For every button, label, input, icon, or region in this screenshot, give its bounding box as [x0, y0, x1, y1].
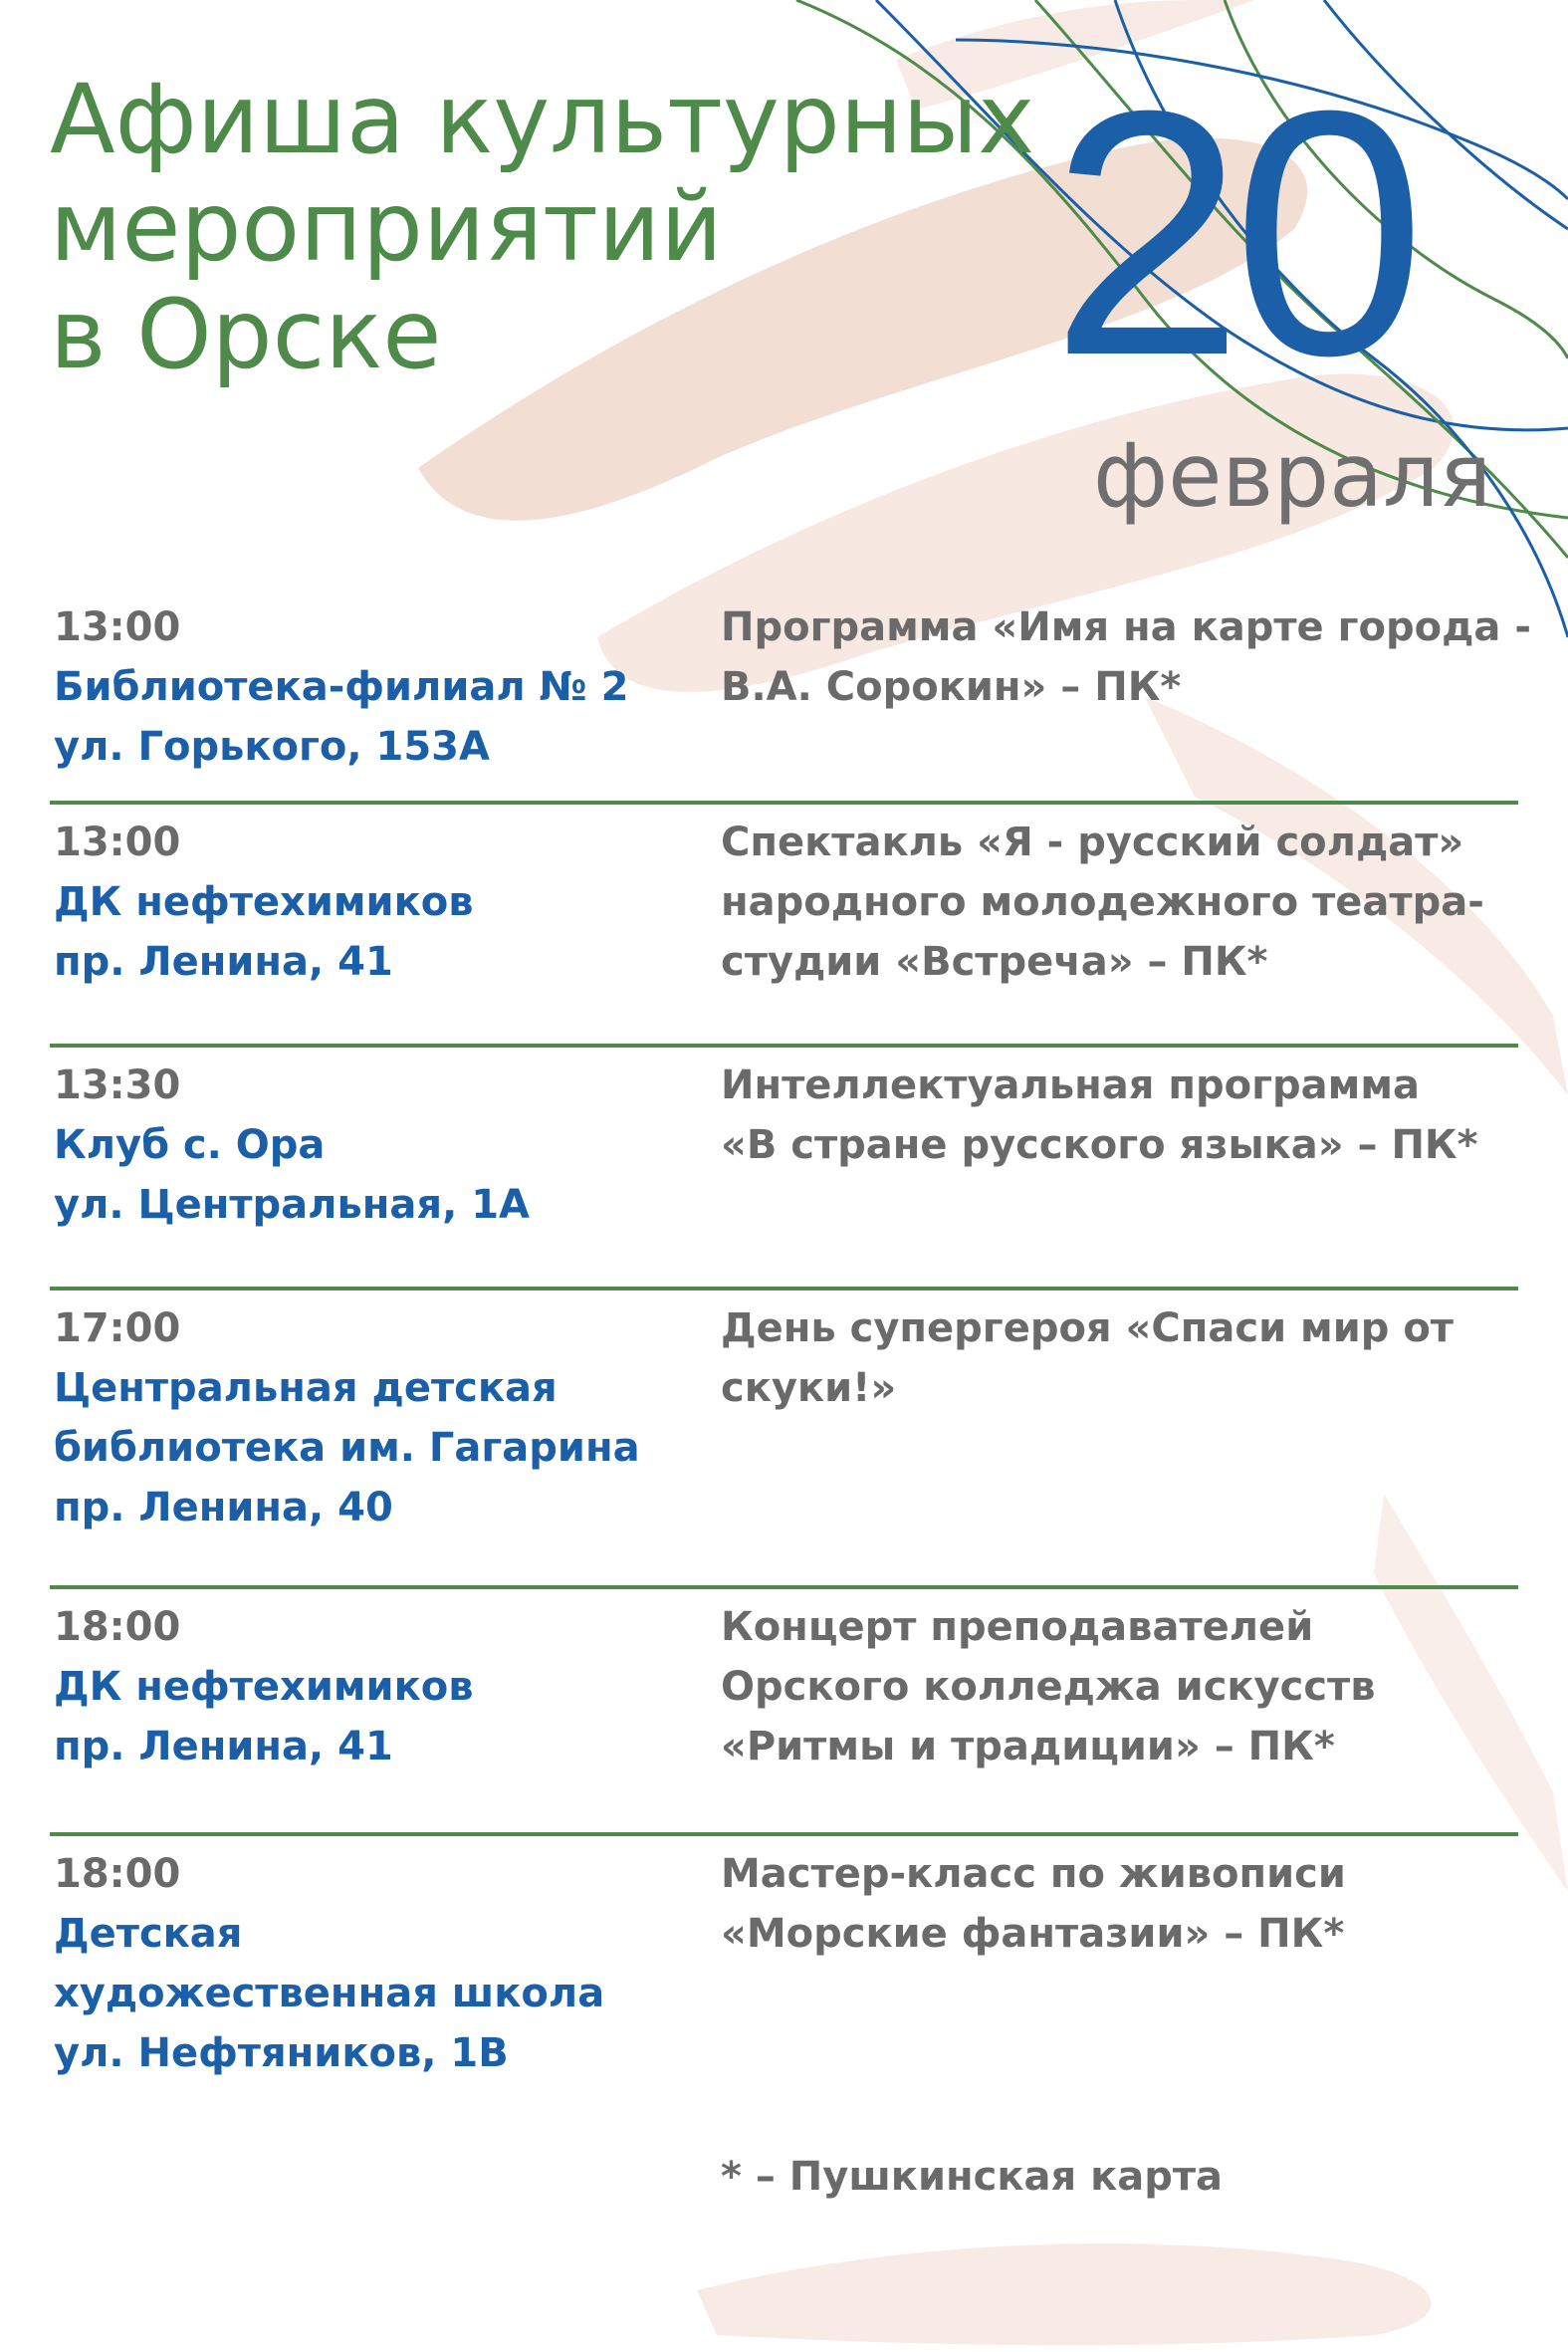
description-line: Орского колледжа искусств [721, 1664, 1376, 1710]
venue-address: ул. Центральная, 1А [54, 1182, 530, 1228]
venue-name: библиотека им. Гагарина [54, 1425, 640, 1471]
event-description [721, 1844, 1517, 1964]
events-list [50, 589, 1531, 2095]
event-time: 18:00 [54, 1604, 181, 1650]
event-time: 13:00 [54, 604, 181, 650]
description-line: «Морские фантазии» – ПК* [721, 1911, 1345, 1957]
event-description [721, 1298, 1517, 1418]
event-row [50, 805, 1518, 1048]
event-place [54, 1056, 711, 1235]
footnote: * – Пушкинская карта [721, 2154, 1224, 2200]
venue-address: пр. Ленина, 41 [54, 939, 393, 985]
description-line: Концерт преподавателей [721, 1604, 1314, 1650]
venue-name: Клуб с. Ора [54, 1122, 326, 1168]
event-row [50, 1291, 1518, 1589]
venue-address: ул. Горького, 153А [54, 724, 490, 770]
venue-name: Центральная детская [54, 1365, 558, 1411]
description-line: скуки!» [721, 1365, 897, 1411]
description-line: Мастер-класс по живописи [721, 1851, 1346, 1897]
venue-name: ДК нефтехимиков [54, 1664, 474, 1710]
venue-name: Детская [54, 1911, 243, 1957]
event-row [50, 589, 1531, 805]
description-line: студии «Встреча» – ПК* [721, 939, 1268, 985]
description-line: День супергероя «Спаси мир от [721, 1305, 1454, 1351]
venue-address: пр. Ленина, 41 [54, 1724, 393, 1769]
description-line: Интеллектуальная программа [721, 1062, 1421, 1108]
event-row [50, 1589, 1518, 1836]
event-place [54, 1844, 711, 2083]
event-place [54, 1597, 711, 1776]
venue-address: ул. Нефтяников, 1В [54, 2030, 509, 2076]
event-description [721, 597, 1531, 717]
event-time: 13:30 [54, 1062, 181, 1108]
event-time: 18:00 [54, 1851, 181, 1897]
event-description [721, 813, 1517, 992]
description-line: В.А. Сорокин» – ПК* [721, 664, 1182, 710]
event-place [54, 813, 711, 992]
description-line: «Ритмы и традиции» – ПК* [721, 1724, 1335, 1769]
description-line: «В стране русского языка» – ПК* [721, 1122, 1478, 1168]
event-place [54, 597, 711, 777]
venue-name: Библиотека-филиал № 2 [54, 664, 629, 710]
description-line: Спектакль «Я - русский солдат» [721, 820, 1464, 865]
title-line: мероприятий [50, 171, 723, 283]
page-title [50, 66, 1034, 388]
event-month: февраля [1093, 424, 1492, 527]
event-description [721, 1056, 1517, 1175]
venue-name: ДК нефтехимиков [54, 879, 474, 925]
venue-name: художественная школа [54, 1971, 605, 2016]
description-line: народного молодежного театра- [721, 879, 1484, 925]
venue-address: пр. Ленина, 40 [54, 1485, 393, 1530]
event-day: 20 [1050, 39, 1415, 428]
event-row [50, 1048, 1518, 1291]
event-description [721, 1597, 1517, 1776]
event-row [50, 1836, 1518, 2095]
event-place [54, 1298, 711, 1537]
event-time: 17:00 [54, 1305, 181, 1351]
title-line: в Орске [50, 279, 442, 390]
event-time: 13:00 [54, 820, 181, 865]
title-line: Афиша культурных [50, 64, 1035, 175]
description-line: Программа «Имя на карте города - [721, 604, 1531, 650]
